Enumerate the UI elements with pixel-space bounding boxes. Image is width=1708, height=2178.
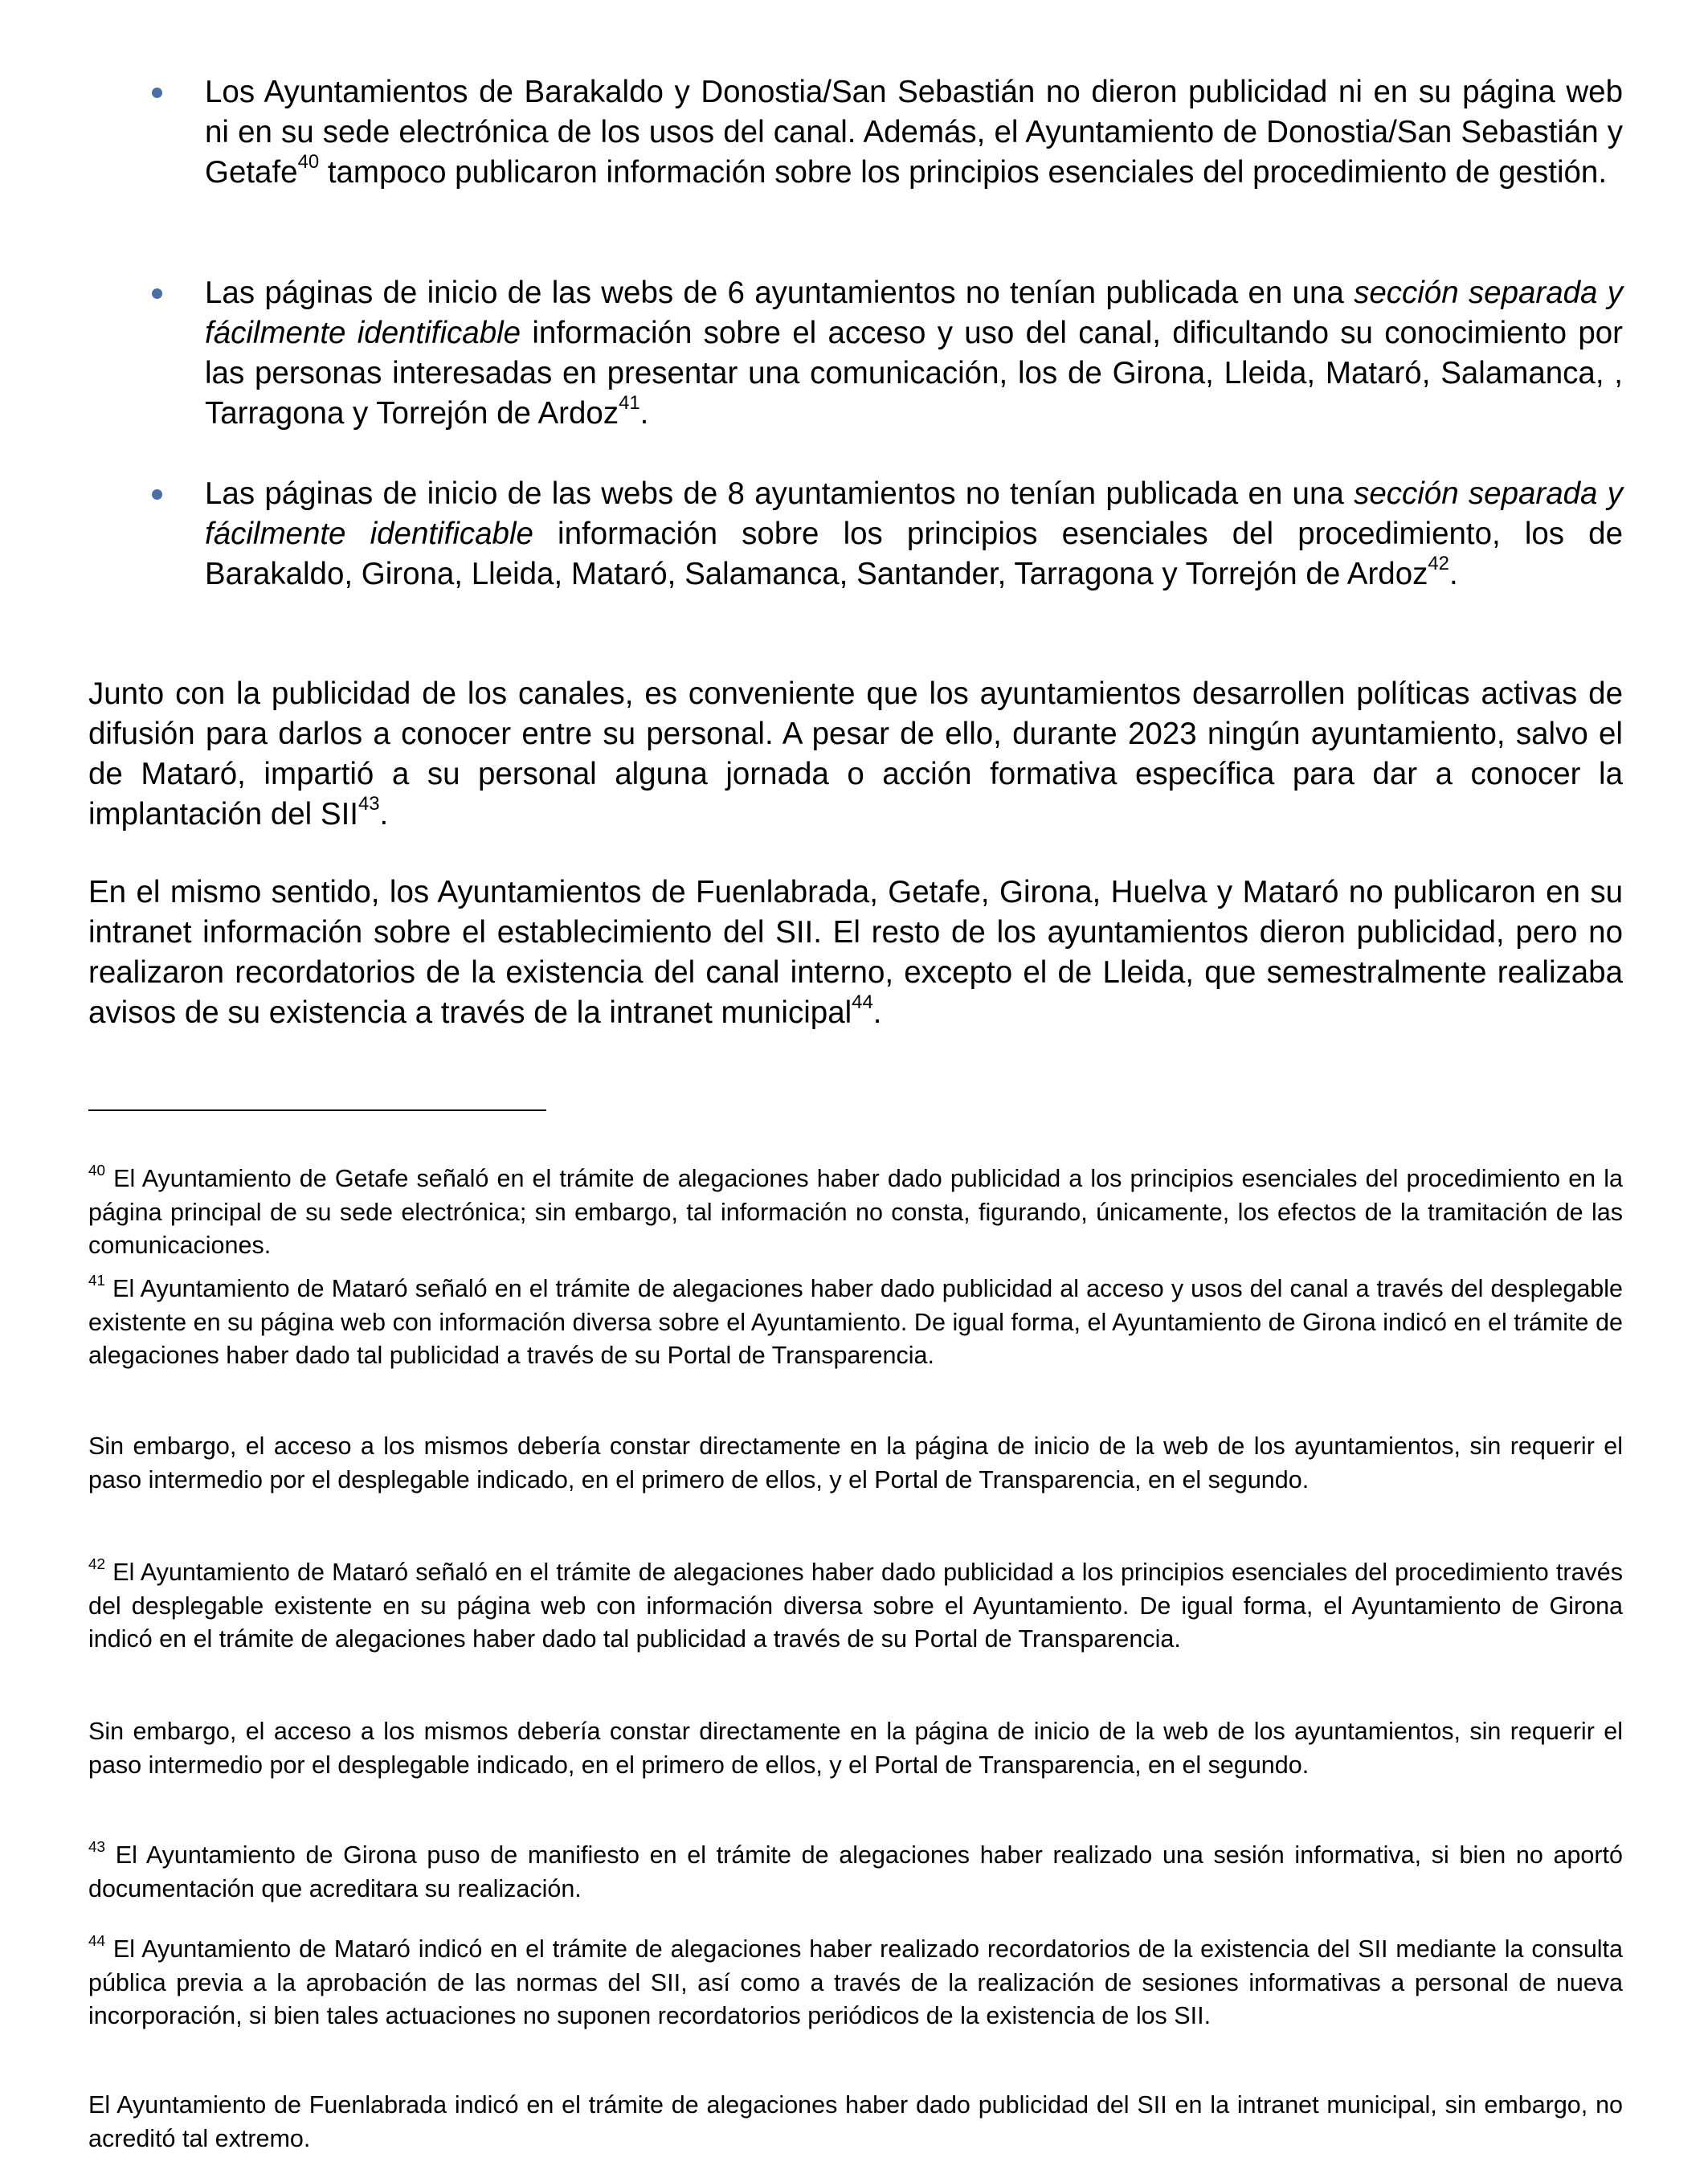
text-run: Los Ayuntamientos de Barakaldo y Donostia/San Sebastián no dieron publicidad ni en su página web ni en su sede electrónica de los usos del canal. Además, el Ayuntamiento de Donostia/San Sebastián y Getafe <box>205 75 1623 190</box>
footnote-reference: 41 <box>88 1272 106 1289</box>
footnote-43 <box>88 1839 1623 1906</box>
bullet-item <box>205 72 1623 193</box>
footnote-reference: 44 <box>852 991 873 1014</box>
text-run: Junto con la publicidad de los canales, es conveniente que los ayuntamientos desarrollen políticas activas de difusión para darlos a conocer entre su personal. A pesar de ello, durante 2023 ningún ayuntamiento, salvo el de Mataró, impartió a su personal alguna jornada o acción formativa específica para dar a conocer la implantación del SII <box>88 676 1623 832</box>
bullet-icon <box>152 288 162 299</box>
footnote-42-continuation <box>88 1715 1623 1782</box>
footnote-reference: 43 <box>358 793 380 815</box>
footnote-reference: 42 <box>1428 553 1449 575</box>
body-paragraph <box>88 674 1623 835</box>
text-run: . <box>379 797 389 832</box>
text-run: información sobre los principios esenciales del procedimiento, los de Barakaldo, Girona, Lleida, Mataró, Salamanca, Santander, Tarragona y Torrejón de Ardoz <box>205 517 1623 591</box>
bullet-item <box>205 474 1623 595</box>
text-run: El Ayuntamiento de Mataró indicó en el trámite de alegaciones haber realizado recordatorios de la existencia del SII mediante la consulta pública previa a la aprobación de las normas del SII, así como a través de la realización de sesiones informativas a personal de nueva incorporación, si bien tales actuaciones no suponen recordatorios periódicos de la existencia de los SII. <box>88 1935 1623 2029</box>
footnote-reference: 40 <box>88 1162 106 1179</box>
text-run: El Ayuntamiento de Fuenlabrada indicó en el trámite de alegaciones haber dado publicidad del SII en la intranet municipal, sin embargo, no acreditó tal extremo. <box>88 2091 1623 2152</box>
body-paragraph <box>88 872 1623 1033</box>
footnote-44-continuation <box>88 2089 1623 2156</box>
text-run: información sobre el acceso y uso del canal, dificultando su conocimiento por las personas interesadas en presentar una comunicación, los de Girona, Lleida, Mataró, Salamanca, , Tarragona y Torrejón de Ardoz <box>205 316 1623 431</box>
text-run: El Ayuntamiento de Girona puso de manifiesto en el trámite de alegaciones haber realizado una sesión informativa, si bien no aportó documentación que acreditara su realización. <box>88 1841 1623 1902</box>
text-run: . <box>639 396 649 431</box>
footnote-44 <box>88 1933 1623 2033</box>
footnote-separator <box>88 1109 546 1111</box>
footnote-41-continuation <box>88 1430 1623 1497</box>
footnote-41 <box>88 1273 1623 1373</box>
footnote-reference: 44 <box>88 1932 106 1950</box>
text-run: Las páginas de inicio de las webs de 6 ayuntamientos no tenían publicada en una <box>205 276 1355 310</box>
text-run: tampoco publicaron información sobre los principios esenciales del procedimiento de gestión. <box>319 155 1608 190</box>
text-run: Sin embargo, el acceso a los mismos debería constar directamente en la página de inicio de la web de los ayuntamientos, sin requerir el paso intermedio por el desplegable indicado, en el primero de ellos, y el Portal de Transparencia, en el segundo. <box>88 1432 1623 1494</box>
footnote-reference: 41 <box>619 392 640 415</box>
text-run: El Ayuntamiento de Getafe señaló en el trámite de alegaciones haber dado publicidad a los principios esenciales del procedimiento en la página principal de su sede electrónica; sin embargo, tal información no consta, figurando, únicamente, los efectos de la tramitación de las comunicaciones. <box>88 1165 1623 1259</box>
text-run: Las páginas de inicio de las webs de 8 ayuntamientos no tenían publicada en una <box>205 476 1355 511</box>
bullet-item <box>205 273 1623 434</box>
footnote-reference: 40 <box>297 151 320 174</box>
bullet-icon <box>152 489 162 500</box>
footnote-reference: 43 <box>88 1838 106 1856</box>
text-run: El Ayuntamiento de Mataró señaló en el trámite de alegaciones haber dado publicidad al acceso y usos del canal a través del desplegable existente en su página web con información diversa sobre el Ayuntamiento. De igual forma, el Ayuntamiento de Girona indicó en el trámite de alegaciones haber dado tal publicidad a través de su Portal de Transparencia. <box>88 1275 1623 1369</box>
footnote-reference: 42 <box>88 1555 106 1573</box>
bullet-icon <box>152 88 162 98</box>
text-run: En el mismo sentido, los Ayuntamientos de Fuenlabrada, Getafe, Girona, Huelva y Mataró no publicaron en su intranet información sobre el establecimiento del SII. El resto de los ayuntamientos dieron publicidad, pero no realizaron recordatorios de la existencia del canal interno, excepto el de Lleida, que semestralmente realizaba avisos de su existencia a través de la intranet municipal <box>88 875 1623 1030</box>
footnote-40 <box>88 1163 1623 1263</box>
emphasis-text: sección separada y fácilmente identificable <box>205 476 1623 551</box>
footnote-42 <box>88 1556 1623 1657</box>
text-run: . <box>872 995 882 1030</box>
emphasis-text: sección separada y fácilmente identificable <box>205 276 1623 350</box>
text-run: . <box>1449 557 1458 591</box>
text-run: Sin embargo, el acceso a los mismos debería constar directamente en la página de inicio de la web de los ayuntamientos, sin requerir el paso intermedio por el desplegable indicado, en el primero de ellos, y el Portal de Transparencia, en el segundo. <box>88 1718 1623 1779</box>
text-run: El Ayuntamiento de Mataró señaló en el trámite de alegaciones haber dado publicidad a los principios esenciales del procedimiento través del desplegable existente en su página web con información diversa sobre el Ayuntamiento. De igual forma, el Ayuntamiento de Girona indicó en el trámite de alegaciones haber dado tal publicidad a través de su Portal de Transparencia. <box>88 1559 1623 1653</box>
